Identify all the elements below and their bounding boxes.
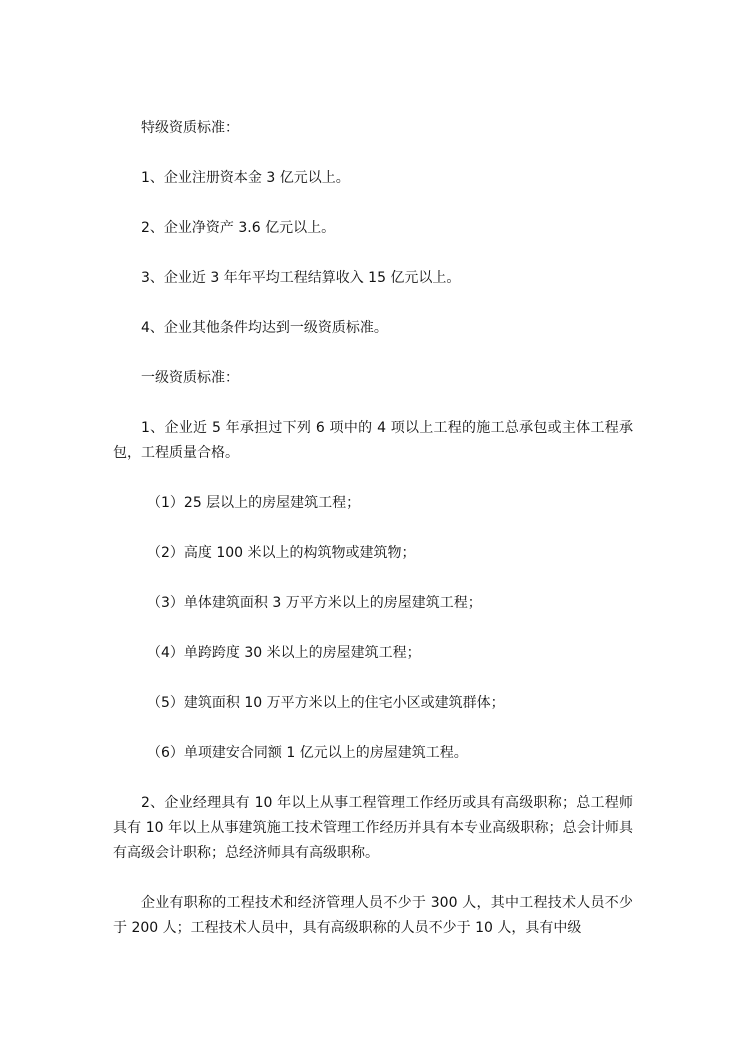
sub-item-5: （5）建筑面积 10 万平方米以上的住宅小区或建筑群体； xyxy=(147,695,505,711)
paragraph-registered-capital: 1、企业注册资本金 3 亿元以上。 xyxy=(141,170,350,186)
section-heading-first-grade: 一级资质标准： xyxy=(141,370,239,386)
sub-item-4: （4）单跨跨度 30 米以上的房屋建筑工程； xyxy=(147,645,421,661)
sub-item-3: （3）单体建筑面积 3 万平方米以上的房屋建筑工程； xyxy=(147,595,482,611)
paragraph-other-conditions: 4、企业其他条件均达到一级资质标准。 xyxy=(141,320,388,336)
paragraph-technical-staff: 企业有职称的工程技术和经济管理人员不少于 300 人，其中工程技术人员不少于 200 人；工程技术人员中，具有高级职称的人员不少于 10 人，具有中级 xyxy=(113,895,633,936)
paragraph-settlement-income: 3、企业近 3 年年平均工程结算收入 15 亿元以上。 xyxy=(141,270,461,286)
paragraph-net-assets: 2、企业净资产 3.6 亿元以上。 xyxy=(141,220,336,236)
document-body xyxy=(113,116,633,941)
sub-item-2: （2）高度 100 米以上的构筑物或建筑物； xyxy=(147,545,416,561)
sub-item-1: （1）25 层以上的房屋建筑工程； xyxy=(147,495,361,511)
sub-item-6: （6）单项建安合同额 1 亿元以上的房屋建筑工程。 xyxy=(147,745,468,761)
paragraph-contracting-experience: 1、企业近 5 年承担过下列 6 项中的 4 项以上工程的施工总承包或主体工程承包，工程质量合格。 xyxy=(113,420,633,461)
section-heading-special-grade: 特级资质标准： xyxy=(141,120,239,136)
paragraph-management-qualifications: 2、企业经理具有 10 年以上从事工程管理工作经历或具有高级职称；总工程师具有 10 年以上从事建筑施工技术管理工作经历并具有本专业高级职称；总会计师具有高级会计职称；总经济师具有高级职称。 xyxy=(113,795,633,861)
